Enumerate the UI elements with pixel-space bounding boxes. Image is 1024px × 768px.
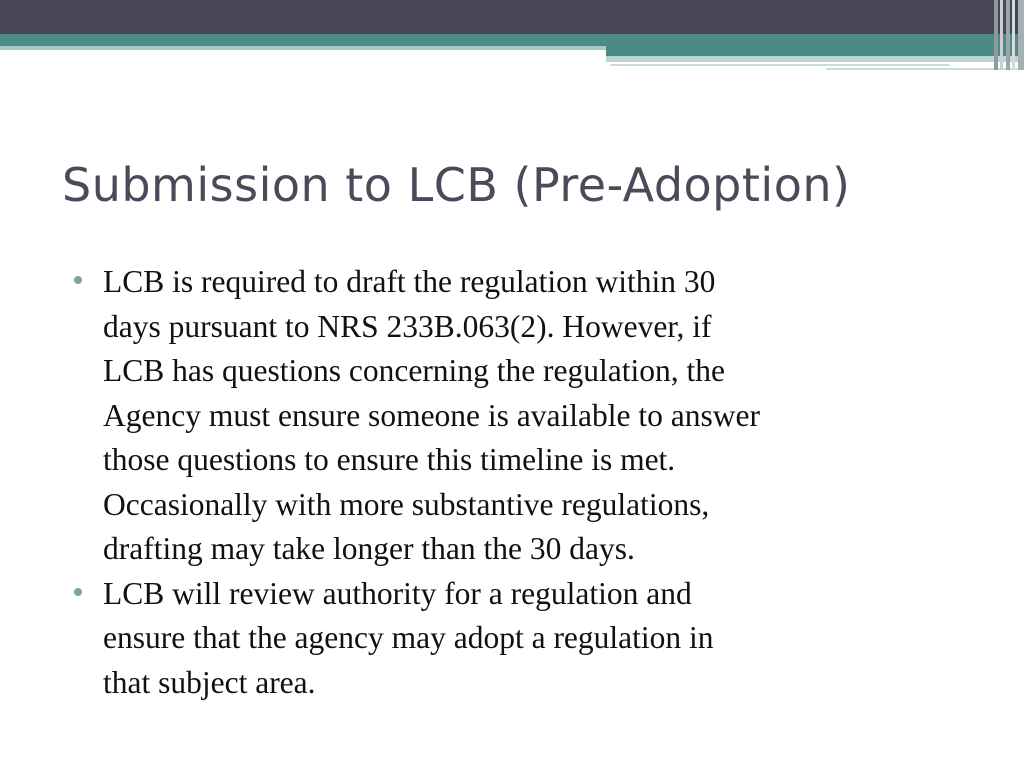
header-band-dark	[0, 0, 1024, 34]
bullet-item	[72, 572, 972, 706]
bullet-line: that subject area.	[103, 664, 316, 700]
bullet-line: Occasionally with more substantive regulations,	[103, 486, 710, 522]
bullet-line: LCB has questions concerning the regulation, the	[103, 353, 725, 388]
bullet-line: Agency must ensure someone is available to answer	[103, 397, 760, 433]
header-band-line	[610, 64, 950, 66]
header-vertical-stripe	[1012, 0, 1015, 70]
bullet-item	[72, 260, 972, 572]
bullet-list	[72, 260, 972, 705]
bullet-line: ensure that the agency may adopt a regulation in	[103, 620, 714, 655]
bullet-line: days pursuant to NRS 233B.063(2). However, if	[103, 308, 712, 344]
header-band-step-light	[606, 56, 1024, 62]
header-vertical-stripe	[1018, 0, 1024, 70]
bullet-line: drafting may take longer than the 30 days.	[103, 531, 635, 566]
bullet-line: LCB will review authority for a regulation and	[103, 575, 692, 611]
bullet-dot-icon	[74, 276, 82, 284]
header-band-step	[606, 46, 1024, 56]
bullet-dot-icon	[74, 588, 82, 596]
header-vertical-stripe	[1000, 0, 1003, 70]
slide-title: Submission to LCB (Pre-Adoption)	[62, 158, 851, 212]
bullet-line: those questions to ensure this timeline is met.	[103, 442, 676, 477]
header-band-teal	[0, 34, 1024, 46]
header-vertical-stripe	[994, 0, 998, 70]
bullet-line: LCB is required to draft the regulation within 30	[103, 264, 716, 299]
header-vertical-stripe	[1006, 0, 1010, 70]
